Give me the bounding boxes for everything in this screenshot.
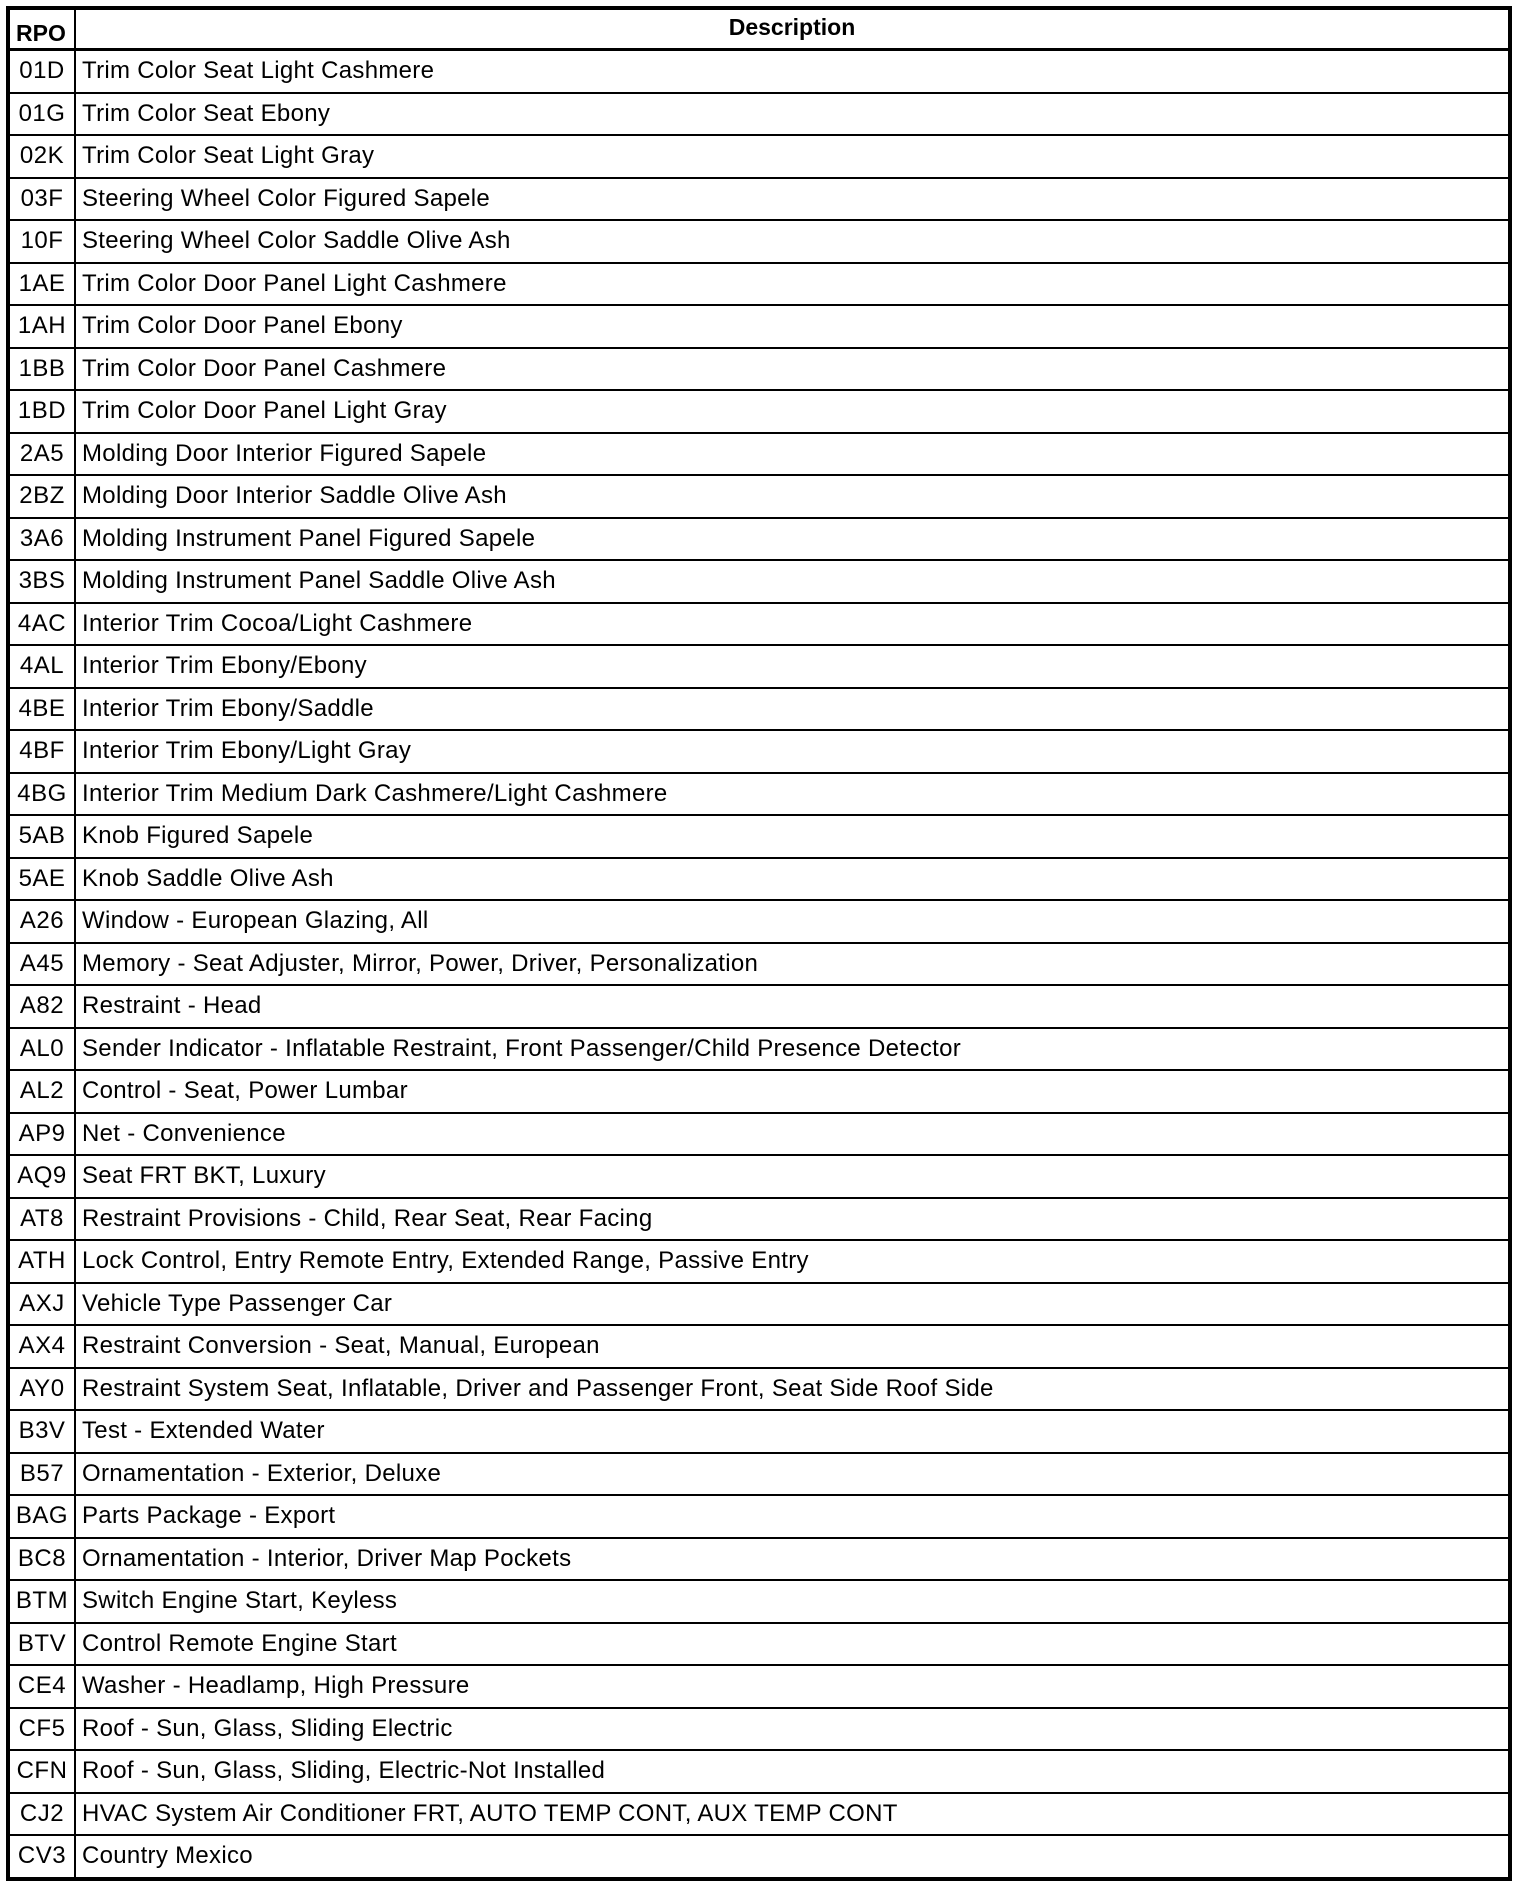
- rpo-code-cell: A26: [8, 900, 75, 943]
- rpo-code-cell: AL0: [8, 1028, 75, 1071]
- description-cell: Test - Extended Water: [75, 1410, 1510, 1453]
- description-cell: Interior Trim Ebony/Ebony: [75, 645, 1510, 688]
- table-row: [8, 688, 1510, 731]
- table-row: [8, 178, 1510, 221]
- table-row: [8, 1028, 1510, 1071]
- description-cell: Washer - Headlamp, High Pressure: [75, 1665, 1510, 1708]
- table-row: [8, 50, 1510, 93]
- description-cell: Switch Engine Start, Keyless: [75, 1580, 1510, 1623]
- description-cell: Ornamentation - Exterior, Deluxe: [75, 1453, 1510, 1496]
- table-row: [8, 773, 1510, 816]
- rpo-code-cell: 1BB: [8, 348, 75, 391]
- description-cell: HVAC System Air Conditioner FRT, AUTO TEMP CONT, AUX TEMP CONT: [75, 1793, 1510, 1836]
- rpo-code-table: [6, 6, 1512, 1881]
- rpo-code-cell: CJ2: [8, 1793, 75, 1836]
- description-cell: Restraint Provisions - Child, Rear Seat, Rear Facing: [75, 1198, 1510, 1241]
- table-row: [8, 1325, 1510, 1368]
- table-row: [8, 900, 1510, 943]
- table-row: [8, 1623, 1510, 1666]
- table-row: [8, 475, 1510, 518]
- table-row: [8, 603, 1510, 646]
- table-row: [8, 1155, 1510, 1198]
- table-row: [8, 1198, 1510, 1241]
- header-description: Description: [75, 8, 1510, 50]
- table-row: [8, 1750, 1510, 1793]
- rpo-code-cell: 2BZ: [8, 475, 75, 518]
- description-cell: Steering Wheel Color Figured Sapele: [75, 178, 1510, 221]
- rpo-code-cell: 2A5: [8, 433, 75, 476]
- rpo-code-cell: 01G: [8, 93, 75, 136]
- table-row: [8, 390, 1510, 433]
- table-row: [8, 305, 1510, 348]
- table-row: [8, 1708, 1510, 1751]
- description-cell: Ornamentation - Interior, Driver Map Pockets: [75, 1538, 1510, 1581]
- rpo-code-cell: 10F: [8, 220, 75, 263]
- rpo-code-cell: BTV: [8, 1623, 75, 1666]
- description-cell: Molding Door Interior Figured Sapele: [75, 433, 1510, 476]
- description-cell: Sender Indicator - Inflatable Restraint, Front Passenger/Child Presence Detector: [75, 1028, 1510, 1071]
- rpo-code-cell: AP9: [8, 1113, 75, 1156]
- table-row: [8, 1240, 1510, 1283]
- rpo-code-cell: 4AL: [8, 645, 75, 688]
- table-row: [8, 1580, 1510, 1623]
- table-row: [8, 1410, 1510, 1453]
- table-row: [8, 1070, 1510, 1113]
- rpo-code-cell: 01D: [8, 50, 75, 93]
- rpo-code-cell: BTM: [8, 1580, 75, 1623]
- table-row: [8, 1793, 1510, 1836]
- description-cell: Interior Trim Medium Dark Cashmere/Light Cashmere: [75, 773, 1510, 816]
- rpo-code-cell: 4BF: [8, 730, 75, 773]
- rpo-code-cell: CV3: [8, 1835, 75, 1879]
- rpo-code-cell: A45: [8, 943, 75, 986]
- description-cell: Knob Saddle Olive Ash: [75, 858, 1510, 901]
- rpo-code-cell: 5AB: [8, 815, 75, 858]
- rpo-code-cell: AL2: [8, 1070, 75, 1113]
- table-row: [8, 1283, 1510, 1326]
- rpo-code-cell: CE4: [8, 1665, 75, 1708]
- table-row: [8, 263, 1510, 306]
- description-cell: Interior Trim Ebony/Saddle: [75, 688, 1510, 731]
- table-row: [8, 433, 1510, 476]
- description-cell: Trim Color Seat Light Gray: [75, 135, 1510, 178]
- description-cell: Restraint System Seat, Inflatable, Driver and Passenger Front, Seat Side Roof Side: [75, 1368, 1510, 1411]
- description-cell: Trim Color Door Panel Cashmere: [75, 348, 1510, 391]
- table-body: [8, 50, 1510, 1879]
- rpo-code-cell: 4AC: [8, 603, 75, 646]
- table-row: [8, 943, 1510, 986]
- rpo-code-cell: B3V: [8, 1410, 75, 1453]
- description-cell: Lock Control, Entry Remote Entry, Extended Range, Passive Entry: [75, 1240, 1510, 1283]
- description-cell: Restraint Conversion - Seat, Manual, European: [75, 1325, 1510, 1368]
- table-row: [8, 645, 1510, 688]
- description-cell: Window - European Glazing, All: [75, 900, 1510, 943]
- rpo-code-cell: ATH: [8, 1240, 75, 1283]
- rpo-code-cell: 03F: [8, 178, 75, 221]
- description-cell: Trim Color Door Panel Ebony: [75, 305, 1510, 348]
- description-cell: Interior Trim Ebony/Light Gray: [75, 730, 1510, 773]
- rpo-code-cell: 3A6: [8, 518, 75, 561]
- table-row: [8, 985, 1510, 1028]
- rpo-code-cell: 4BE: [8, 688, 75, 731]
- description-cell: Roof - Sun, Glass, Sliding, Electric-Not Installed: [75, 1750, 1510, 1793]
- header-rpo: RPO: [8, 8, 75, 50]
- description-cell: Trim Color Seat Light Cashmere: [75, 50, 1510, 93]
- rpo-code-cell: 1BD: [8, 390, 75, 433]
- description-cell: Country Mexico: [75, 1835, 1510, 1879]
- description-cell: Control - Seat, Power Lumbar: [75, 1070, 1510, 1113]
- description-cell: Parts Package - Export: [75, 1495, 1510, 1538]
- table-row: [8, 220, 1510, 263]
- rpo-code-cell: CFN: [8, 1750, 75, 1793]
- rpo-code-cell: CF5: [8, 1708, 75, 1751]
- table-row: [8, 518, 1510, 561]
- rpo-code-cell: 02K: [8, 135, 75, 178]
- table-row: [8, 93, 1510, 136]
- rpo-code-cell: 1AH: [8, 305, 75, 348]
- table-row: [8, 135, 1510, 178]
- description-cell: Trim Color Door Panel Light Cashmere: [75, 263, 1510, 306]
- rpo-code-cell: A82: [8, 985, 75, 1028]
- rpo-code-cell: AX4: [8, 1325, 75, 1368]
- description-cell: Restraint - Head: [75, 985, 1510, 1028]
- description-cell: Knob Figured Sapele: [75, 815, 1510, 858]
- description-cell: Molding Instrument Panel Saddle Olive Ash: [75, 560, 1510, 603]
- rpo-code-cell: AY0: [8, 1368, 75, 1411]
- description-cell: Molding Instrument Panel Figured Sapele: [75, 518, 1510, 561]
- table-row: [8, 1665, 1510, 1708]
- table-row: [8, 1495, 1510, 1538]
- description-cell: Vehicle Type Passenger Car: [75, 1283, 1510, 1326]
- table-row: [8, 1453, 1510, 1496]
- description-cell: Steering Wheel Color Saddle Olive Ash: [75, 220, 1510, 263]
- description-cell: Memory - Seat Adjuster, Mirror, Power, Driver, Personalization: [75, 943, 1510, 986]
- rpo-code-cell: 3BS: [8, 560, 75, 603]
- rpo-code-cell: 4BG: [8, 773, 75, 816]
- rpo-code-cell: AT8: [8, 1198, 75, 1241]
- rpo-code-cell: 5AE: [8, 858, 75, 901]
- table-row: [8, 1368, 1510, 1411]
- description-cell: Seat FRT BKT, Luxury: [75, 1155, 1510, 1198]
- rpo-code-cell: AXJ: [8, 1283, 75, 1326]
- table-row: [8, 1835, 1510, 1879]
- table-row: [8, 1113, 1510, 1156]
- description-cell: Trim Color Door Panel Light Gray: [75, 390, 1510, 433]
- rpo-code-cell: BAG: [8, 1495, 75, 1538]
- table-header-row: [8, 8, 1510, 50]
- rpo-code-cell: B57: [8, 1453, 75, 1496]
- table-row: [8, 815, 1510, 858]
- description-cell: Trim Color Seat Ebony: [75, 93, 1510, 136]
- description-cell: Interior Trim Cocoa/Light Cashmere: [75, 603, 1510, 646]
- table-row: [8, 560, 1510, 603]
- description-cell: Control Remote Engine Start: [75, 1623, 1510, 1666]
- description-cell: Roof - Sun, Glass, Sliding Electric: [75, 1708, 1510, 1751]
- rpo-code-cell: AQ9: [8, 1155, 75, 1198]
- description-cell: Molding Door Interior Saddle Olive Ash: [75, 475, 1510, 518]
- description-cell: Net - Convenience: [75, 1113, 1510, 1156]
- table-row: [8, 730, 1510, 773]
- table-row: [8, 348, 1510, 391]
- rpo-code-cell: 1AE: [8, 263, 75, 306]
- table-row: [8, 858, 1510, 901]
- rpo-code-cell: BC8: [8, 1538, 75, 1581]
- table-row: [8, 1538, 1510, 1581]
